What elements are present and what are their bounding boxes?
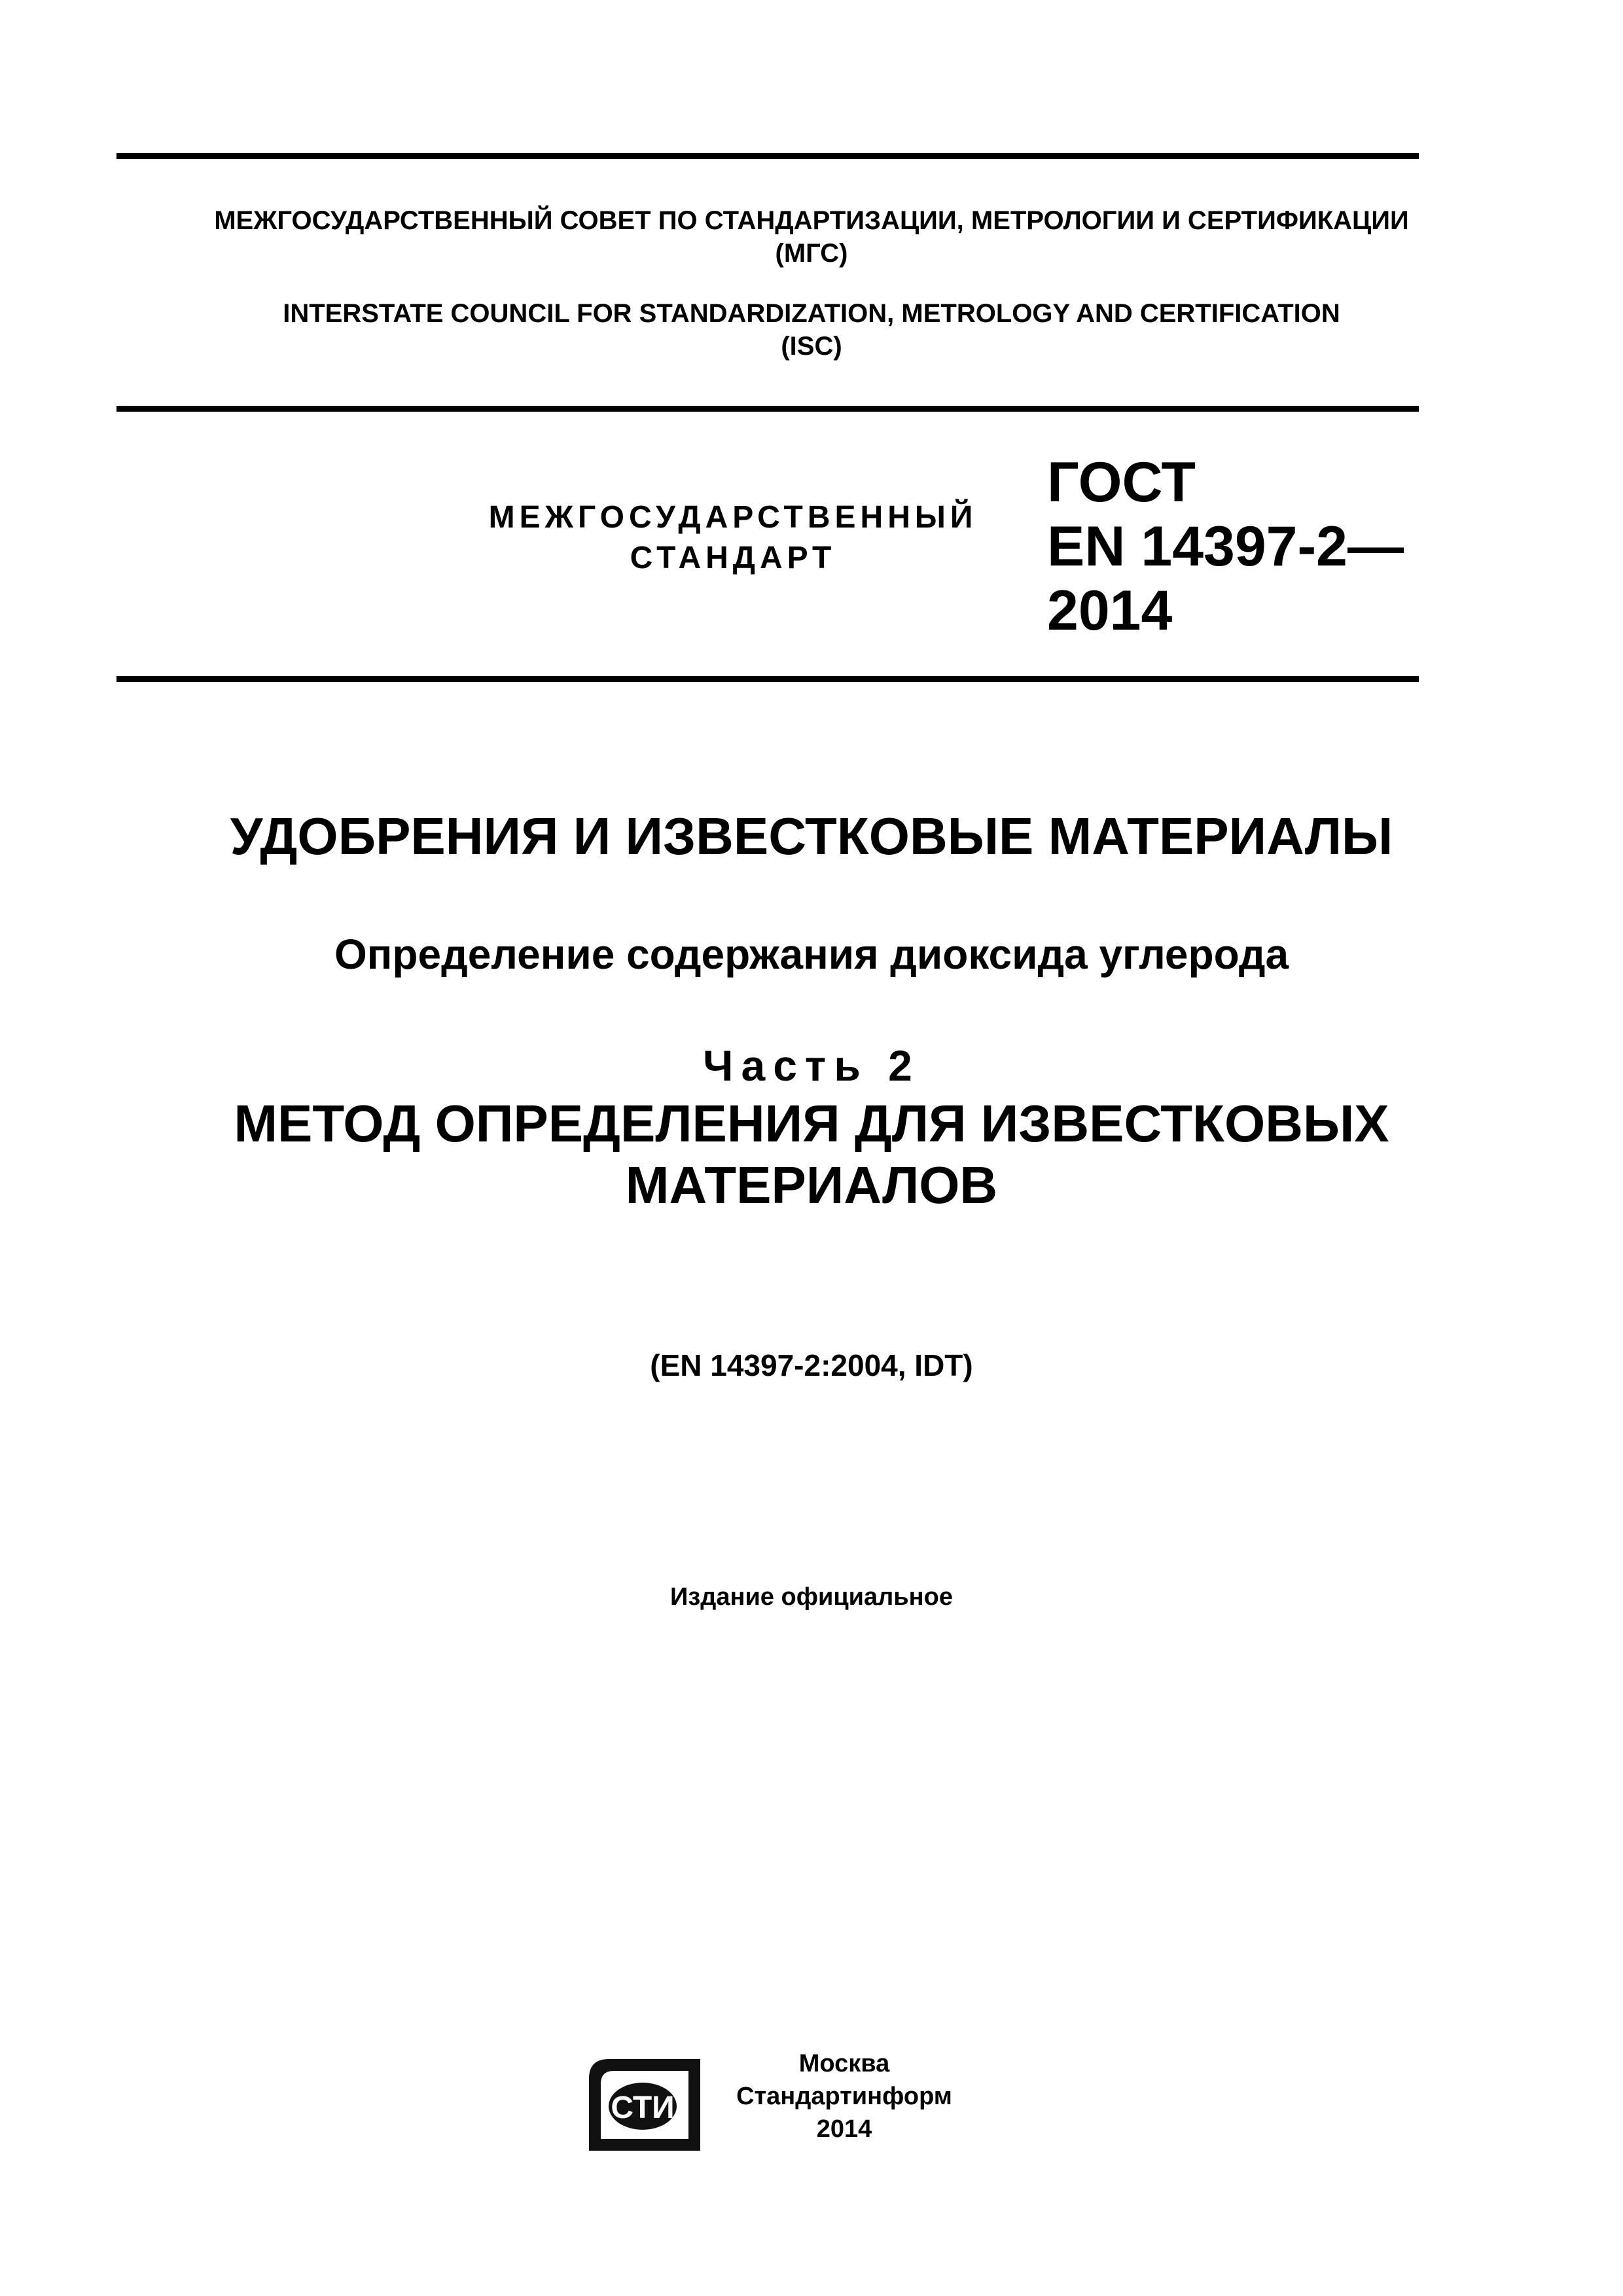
council-en-name: INTERSTATE COUNCIL FOR STANDARDIZATION, METROLOGY AND CERTIFICATION (283, 299, 1340, 328)
document-title: УДОБРЕНИЯ И ИЗВЕСТКОВЫЕ МАТЕРИАЛЫ (230, 807, 1393, 865)
council-rule (116, 406, 1419, 412)
council-en-abbr: (ISC) (781, 332, 842, 361)
publisher-name: Стандартинформ (736, 2083, 952, 2110)
edition-label: Издание официальное (670, 1583, 953, 1611)
document-subtitle: Определение содержания диоксида углерода (334, 931, 1289, 978)
publisher-city: Москва (798, 2050, 890, 2077)
svg-text:СТИ: СТИ (611, 2090, 675, 2125)
standard-number-line2: EN 14397-2— (1047, 515, 1404, 578)
standard-type-line1: МЕЖГОСУДАРСТВЕННЫЙ (488, 500, 978, 535)
standard-number-line1: ГОСТ (1047, 451, 1196, 514)
standard-number (1047, 450, 1404, 643)
council-ru-abbr: (МГС) (775, 239, 848, 268)
part-title (0, 1093, 1623, 1216)
standard-type-line2: СТАНДАРТ (630, 541, 836, 575)
identity-reference: (EN 14397-2:2004, IDT) (650, 1348, 973, 1382)
part-label: Часть 2 (703, 1041, 920, 1090)
part-title-line2: МАТЕРИАЛОВ (625, 1156, 998, 1214)
council-ru-name: МЕЖГОСУДАРСТВЕННЫЙ СОВЕТ ПО СТАНДАРТИЗАЦИИ, МЕТРОЛОГИИ И СЕРТИФИКАЦИИ (214, 206, 1409, 235)
council-en (0, 297, 1623, 363)
header-bottom-rule (116, 676, 1419, 682)
top-rule (116, 153, 1419, 159)
part-title-line1: МЕТОД ОПРЕДЕЛЕНИЯ ДЛЯ ИЗВЕСТКОВЫХ (234, 1094, 1389, 1153)
standard-number-line3: 2014 (1047, 579, 1173, 642)
publisher-year: 2014 (816, 2115, 872, 2143)
council-ru (0, 204, 1623, 270)
standard-type-label (458, 497, 1008, 579)
publisher-block (726, 2047, 962, 2145)
standartinform-logo-icon (582, 2053, 707, 2157)
